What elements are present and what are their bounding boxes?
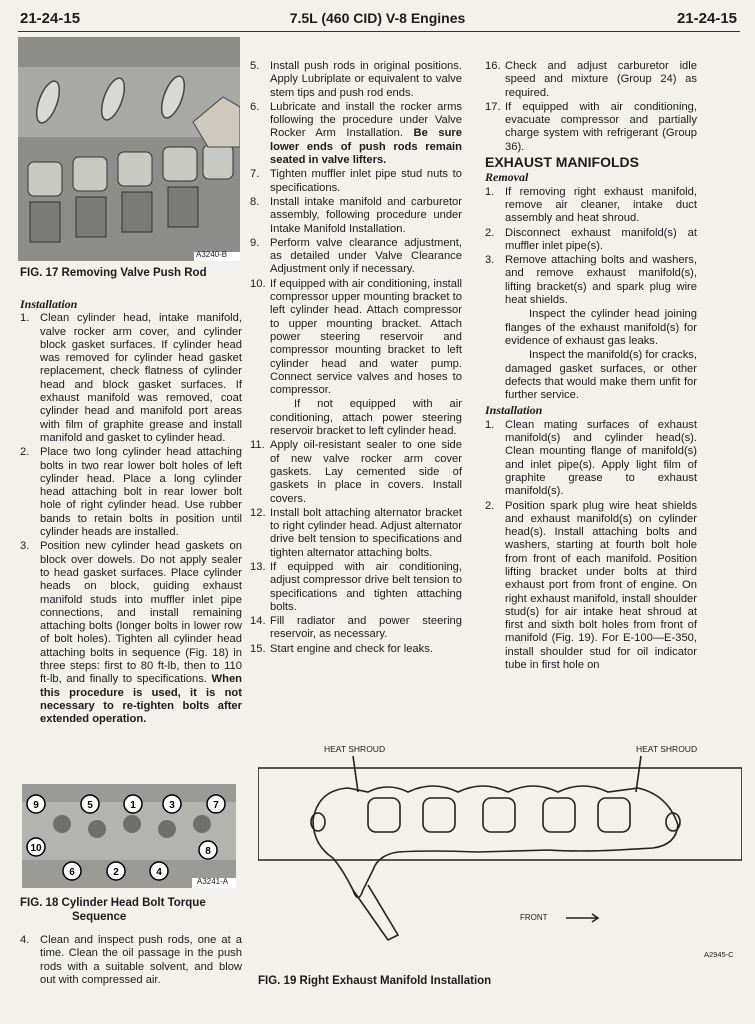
list-item: 7. Tighten muffler inlet pipe stud nuts to specifications.: [250, 168, 462, 194]
paragraph: If not equipped with air conditioning, attach power steering reservoir bracket to left cylinder head.: [270, 398, 462, 438]
fig18-code: A3241-A: [197, 877, 229, 886]
list-item: 14. Fill radiator and power steering reservoir, as necessary.: [250, 615, 462, 641]
fig19-code: A2945-C: [704, 950, 734, 959]
front-label: FRONT: [520, 913, 548, 922]
fig17-code: A3240-B: [196, 250, 228, 259]
page-number-left: 21-24-15: [20, 10, 81, 27]
header-rule: [18, 31, 740, 32]
list-item: 10. If equipped with air conditioning, install compressor upper mounting bracket to left cylinder head. Attach compressor to upper mounting bracket. Attach power steering reservoir and compressor mounting bracket to left cylinder head and water pump. Connect service valves and hoses to compressor.: [250, 277, 462, 397]
list-item: 15. Start engine and check for leaks.: [250, 642, 433, 655]
fig19-diagram: [258, 740, 742, 970]
list-item: 4. Clean and inspect push rods, one at a time. Clean the oil passage in the push rods with a suitable solvent, and blow out with compressed air.: [20, 934, 242, 986]
fig17-photo: [18, 37, 240, 261]
column-2: [250, 60, 462, 657]
paragraph: Inspect the manifold(s) for cracks, damaged gasket surfaces, or other defects that would make them unfit for further service.: [505, 349, 697, 402]
fig19-caption: FIG. 19 Right Exhaust Manifold Installation: [258, 975, 492, 987]
bolt-label: 8: [205, 846, 211, 857]
chapter-title: 7.5L (460 CID) V-8 Engines: [289, 10, 466, 26]
bolt-label: 6: [69, 867, 75, 878]
page-number-right: 21-24-15: [676, 10, 737, 27]
list-item: 9. Perform valve clearance adjustment, as detailed under Valve Clearance Adjustment only if necessary.: [250, 236, 462, 276]
column-1-bottom: [20, 934, 242, 988]
list-item: 2. Disconnect exhaust manifold(s) at muffler inlet pipe(s).: [485, 226, 697, 252]
removal-heading: Removal: [485, 170, 529, 185]
list-item: 17. If equipped with air conditioning, evacuate compressor and partially charge system with refrigerant (Group 36).: [485, 100, 697, 153]
column-3: [485, 60, 697, 673]
list-item: 8. Install intake manifold and carburetor assembly, following procedure under Intake Manifold Installation.: [250, 195, 462, 235]
valve-push-rod-illustration: [18, 37, 240, 261]
paragraph: Inspect the cylinder head joining flanges of the exhaust manifold(s) for evidence of exhaust gas leaks.: [505, 308, 697, 347]
fig17-caption: FIG. 17 Removing Valve Push Rod: [20, 267, 207, 279]
list-item: 2. Place two long cylinder head attaching bolts in two rear lower bolt holes of left cylinder head. Place a long cylinder head attaching bolt in rear lower bolt hole of right cylinder head. Use rubber bands to retain bolts in position until cylinder heads are installed.: [20, 446, 242, 539]
bolt-label: 10: [30, 843, 42, 854]
list-item: 2. Position spark plug wire heat shields and exhaust manifold(s) on cylinder head(s). Install attaching bolts and washers, starting at fourth bolt hole from front of each manifold. Position lifting bracket under bolts at third exhaust port from front of engine. On right exhaust manifold, install shoulder stud(s) for air intake heat shroud at first and sixth bolt holes from front of manifold (Fig. 19). For E-100—E-350, install shoulder stud for oil indicator tube in first hole on: [485, 499, 697, 672]
heat-shroud-label-right: HEAT SHROUD: [636, 744, 698, 754]
page-header: [0, 6, 755, 32]
bolt-label: 3: [169, 800, 175, 811]
installation-heading: Installation: [485, 403, 543, 418]
installation-heading: Installation: [20, 297, 78, 311]
bolt-label: 1: [130, 800, 136, 811]
list-item: 3. Position new cylinder head gaskets on block over dowels. Do not apply sealer to head gasket surfaces. Place cylinder heads on block, guiding exhaust manifold studs into muffler inlet pipe connections, and install remaining attaching bolts (longer bolts in lower row of bolt holes). Tighten all cylinder head attaching bolts in sequence (Fig. 18) in three steps: first to 80 ft-lb, then to 110 ft-lb, and finally to specifications. When this procedure is used, it is not necessary to re-tighten bolts after extended operation.: [20, 540, 242, 726]
list-item: 1. Clean mating surfaces of exhaust manifold(s) and cylinder head(s). Clean mounting flange of manifold(s) and inlet pipe(s). Apply light film of graphite grease to exhaust manifold(s).: [485, 418, 697, 498]
list-item: 12. Install bolt attaching alternator bracket to right cylinder head. Adjust alternator drive belt tension to specifications and tighten alternator attaching bolts.: [250, 506, 462, 559]
heat-shroud-label-left: HEAT SHROUD: [324, 744, 386, 754]
fig18-caption: FIG. 18 Cylinder Head Bolt Torque Sequence: [20, 897, 206, 923]
bolt-label: 2: [113, 867, 119, 878]
bolt-label: 7: [213, 800, 219, 811]
list-item: 5. Install push rods in original positions. Apply Lubriplate or equivalent to valve stem tips and push rod ends.: [250, 60, 462, 99]
list-item: 11. Apply oil-resistant sealer to one side of new valve rocker arm cover gaskets. Lay cemented side of gaskets in place in covers. Install covers.: [250, 439, 462, 505]
list-item: 3. Remove attaching bolts and washers, and remove exhaust manifold(s), lifting bracket(s) and spark plug wire heat shields.: [485, 254, 697, 307]
list-item: 16. Check and adjust carburetor idle speed and mixture (Group 24) as required.: [485, 60, 697, 99]
column-1: [20, 296, 242, 728]
list-item: 1. If removing right exhaust manifold, remove air cleaner, intake duct assembly and heat shroud.: [485, 185, 697, 225]
bolt-label: 4: [156, 867, 162, 878]
exhaust-manifold-illustration: [258, 740, 742, 970]
bolt-label: 5: [87, 800, 93, 811]
list-item: 1. Clean cylinder head, intake manifold, valve rocker arm cover, and cylinder block gasket surfaces. If cylinder head was removed for cylinder head gasket replacement, check flatness of cylinder head and block gasket surfaces. If exhaust manifold was removed, coat cylinder head and manifold port areas with film of graphite grease and install manifold and gasket to cylinder head.: [20, 312, 242, 444]
fig18-photo: [22, 784, 236, 888]
section-heading: EXHAUST MANIFOLDS: [485, 154, 639, 171]
cylinder-head-bolt-sequence-illustration: [22, 784, 236, 888]
bolt-label: 9: [33, 800, 39, 811]
list-item: 13. If equipped with air conditioning, adjust compressor drive belt tension to specifications and tighten attaching bolts.: [250, 560, 462, 613]
list-item: 6. Lubricate and install the rocker arms following the procedure under Valve Rocker Arm Installation. Be sure lower ends of push rods remain seated in valve lifters.: [250, 100, 462, 167]
